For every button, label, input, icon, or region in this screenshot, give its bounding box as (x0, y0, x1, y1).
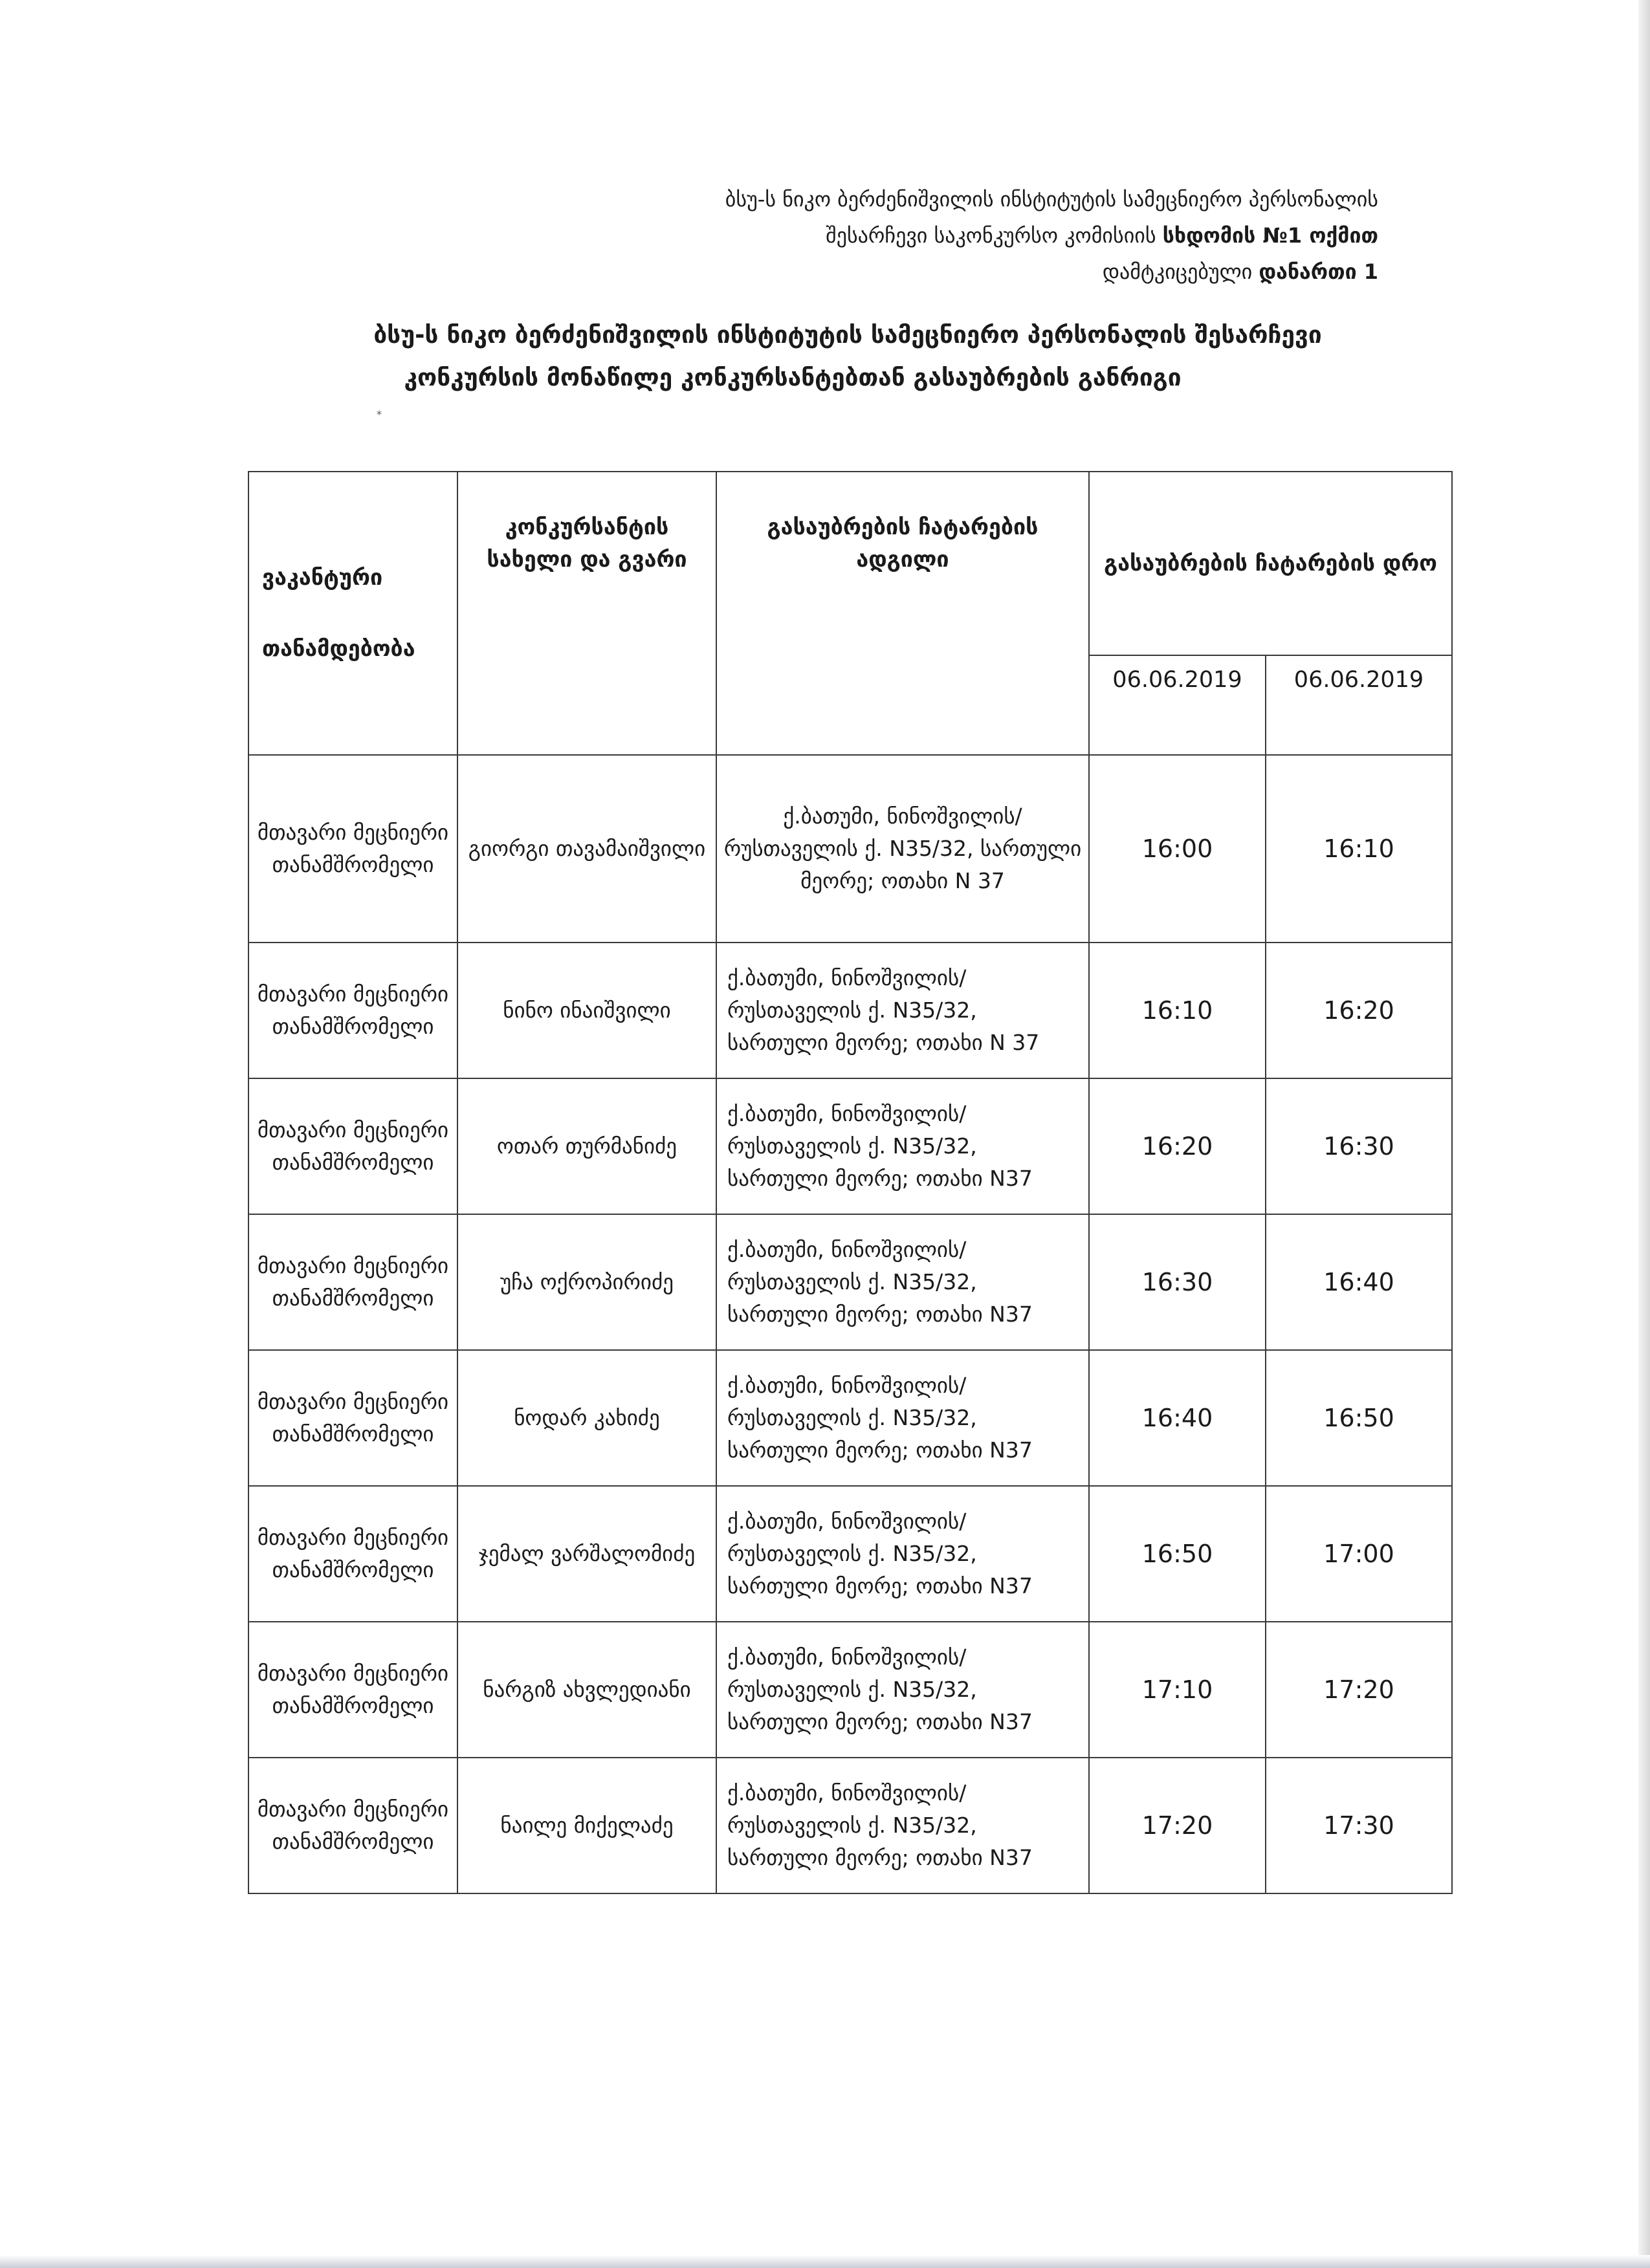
cell-place: ქ.ბათუმი, ნინოშვილის/რუსთაველის ქ. N35/32, სართული მეორე; ოთახი N37 (716, 1078, 1089, 1214)
cell-time-1: 16:40 (1089, 1350, 1266, 1486)
header-date-2: 06.06.2019 (1266, 655, 1452, 755)
scan-speck: * (377, 408, 382, 420)
approval-header (408, 181, 1378, 290)
cell-place: ქ.ბათუმი, ნინოშვილის/რუსთაველის ქ. N35/32, სართული მეორე; ოთახი N37 (716, 1350, 1089, 1486)
cell-place: ქ.ბათუმი, ნინოშვილის/რუსთაველის ქ. N35/32, სართული მეორე; ოთახი N37 (716, 1486, 1089, 1622)
header-line-3-part-1: დამტკიცებული (1102, 259, 1259, 284)
scan-edge (1638, 0, 1650, 2268)
cell-name: უჩა ოქროპირიძე (457, 1214, 716, 1350)
cell-name: ნინო ინაიშვილი (457, 943, 716, 1078)
cell-time-2: 16:20 (1266, 943, 1452, 1078)
cell-time-1: 16:10 (1089, 943, 1266, 1078)
cell-time-2: 16:50 (1266, 1350, 1452, 1486)
cell-position: მთავარი მეცნიერი თანამშრომელი (248, 1078, 457, 1214)
cell-time-1: 16:30 (1089, 1214, 1266, 1350)
cell-name: ნაილე მიქელაძე (457, 1758, 716, 1893)
cell-name: ოთარ თურმანიძე (457, 1078, 716, 1214)
table-row (248, 943, 1452, 1078)
cell-position: მთავარი მეცნიერი თანამშრომელი (248, 1486, 457, 1622)
header-line-3 (408, 254, 1378, 290)
cell-position: მთავარი მეცნიერი თანამშრომელი (248, 1758, 457, 1893)
document-title (259, 314, 1385, 399)
table-row (248, 1486, 1452, 1622)
cell-position: მთავარი მეცნიერი თანამშრომელი (248, 1214, 457, 1350)
cell-time-1: 16:50 (1089, 1486, 1266, 1622)
title-line-2: კონკურსის მონაწილე კონკურსანტებთან გასაუბრების განრიგი (404, 364, 1182, 391)
cell-time-2: 17:20 (1266, 1622, 1452, 1758)
cell-time-1: 17:20 (1089, 1758, 1266, 1893)
header-position: ვაკანტური თანამდებობა (248, 472, 457, 755)
cell-name: ნოდარ კახიძე (457, 1350, 716, 1486)
header-line-2-part-1: შესარჩევი საკონკურსო კომისიის (826, 223, 1163, 248)
cell-time-1: 16:00 (1089, 755, 1266, 943)
cell-place: ქ.ბათუმი, ნინოშვილის/რუსთაველის ქ. N35/32, სართული მეორე; ოთახი N37 (716, 1758, 1089, 1893)
header-date-1: 06.06.2019 (1089, 655, 1266, 755)
cell-place: ქ.ბათუმი, ნინოშვილის/რუსთაველის ქ. N35/32, სართული მეორე; ოთახი N 37 (716, 943, 1089, 1078)
cell-position: მთავარი მეცნიერი თანამშრომელი (248, 755, 457, 943)
interview-schedule-table (248, 471, 1453, 1894)
cell-time-1: 16:20 (1089, 1078, 1266, 1214)
cell-name: ნარგიზ ახვლედიანი (457, 1622, 716, 1758)
cell-time-1: 17:10 (1089, 1622, 1266, 1758)
table-row (248, 755, 1452, 943)
header-time: გასაუბრების ჩატარების დრო (1089, 472, 1452, 655)
title-line-1: ბსუ-ს ნიკო ბერძენიშვილის ინსტიტუტის სამეცნიერო პერსონალის შესარჩევი (373, 321, 1322, 349)
scan-bottom-edge (0, 2255, 1650, 2268)
cell-position: მთავარი მეცნიერი თანამშრომელი (248, 943, 457, 1078)
table-row (248, 1350, 1452, 1486)
cell-place: ქ.ბათუმი, ნინოშვილის/რუსთაველის ქ. N35/32, სართული მეორე; ოთახი N37 (716, 1622, 1089, 1758)
header-line-1: ბსუ-ს ნიკო ბერძენიშვილის ინსტიტუტის სამეცნიერო პერსონალის (725, 187, 1378, 212)
cell-place: ქ.ბათუმი, ნინოშვილის/რუსთაველის ქ. N35/32, სართული მეორე; ოთახი N37 (716, 1214, 1089, 1350)
cell-time-2: 17:00 (1266, 1486, 1452, 1622)
cell-name: ჯემალ ვარშალომიძე (457, 1486, 716, 1622)
cell-name: გიორგი თავამაიშვილი (457, 755, 716, 943)
cell-time-2: 16:10 (1266, 755, 1452, 943)
header-line-2 (408, 217, 1378, 254)
table-header-row (248, 472, 1452, 655)
cell-position: მთავარი მეცნიერი თანამშრომელი (248, 1622, 457, 1758)
table-row (248, 1214, 1452, 1350)
cell-position: მთავარი მეცნიერი თანამშრომელი (248, 1350, 457, 1486)
table-row (248, 1758, 1452, 1893)
cell-time-2: 16:30 (1266, 1078, 1452, 1214)
table-row (248, 1622, 1452, 1758)
header-line-3-part-2: დანართი 1 (1259, 259, 1378, 284)
cell-time-2: 16:40 (1266, 1214, 1452, 1350)
cell-place: ქ.ბათუმი, ნინოშვილის/რუსთაველის ქ. N35/32, სართული მეორე; ოთახი N 37 (716, 755, 1089, 943)
header-place: გასაუბრების ჩატარების ადგილი (716, 472, 1089, 755)
cell-time-2: 17:30 (1266, 1758, 1452, 1893)
table-row (248, 1078, 1452, 1214)
header-name: კონკურსანტის სახელი და გვარი (457, 472, 716, 755)
header-line-2-part-2: სხდომის №1 ოქმით (1162, 223, 1378, 248)
